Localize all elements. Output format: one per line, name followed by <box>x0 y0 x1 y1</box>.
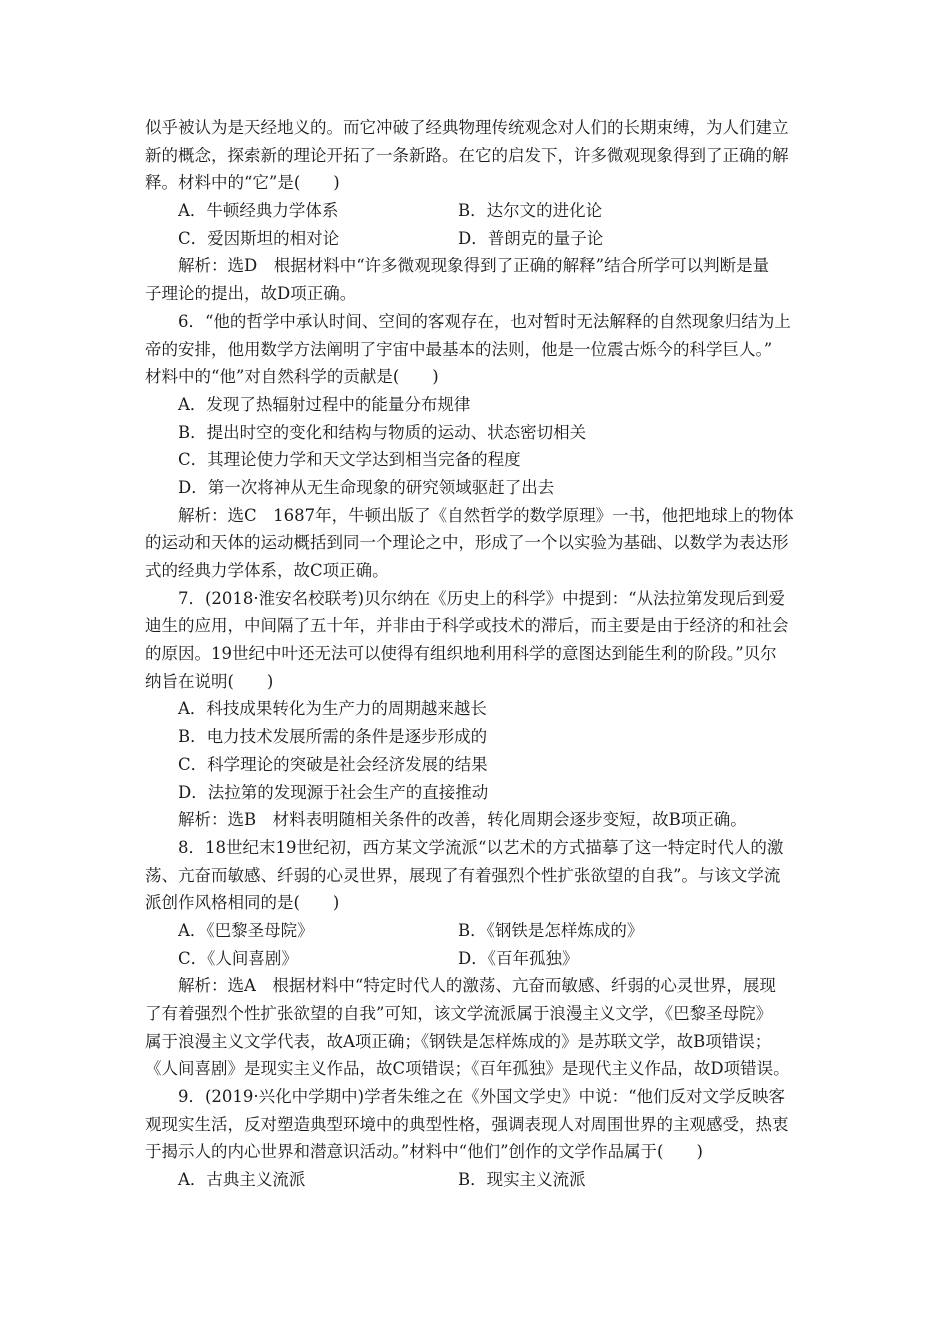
q8-stem-line-3: 派创作风格相同的是( ) <box>145 893 340 913</box>
q8-stem-line-2: 荡、亢奋而敏感、纤弱的心灵世界，展现了有着强烈个性扩张欲望的自我”。与该文学流 <box>145 865 781 885</box>
q6-analysis-line-2: 的运动和天体的运动概括到同一个理论之中，形成了一个以实验为基础、以数学为表达形 <box>145 533 789 553</box>
q6-analysis-line-3: 式的经典力学体系，故C项正确。 <box>145 561 389 580</box>
q7-analysis-line-1: 解析：选B 材料表明随相关条件的改善，转化周期会逐步变短，故B项正确。 <box>178 810 747 830</box>
q9-stem-line-1: 9．(2019·兴化中学期中)学者朱维之在《外国文学史》中说：“他们反对文学反映客 <box>178 1087 786 1107</box>
q7-option-a: A．科技成果转化为生产力的周期越来越长 <box>178 699 487 719</box>
q9-option-a: A．古典主义流派 <box>178 1170 306 1190</box>
q7-stem-line-1: 7．(2018·淮安名校联考)贝尔纳在《历史上的科学》中提到：“从法拉第发现后到爱 <box>178 588 786 608</box>
q5-analysis-line-1: 解析：选D 根据材料中“许多微观现象得到了正确的解释”结合所学可以判断是量 <box>178 256 770 276</box>
q6-analysis-line-1: 解析：选C 1687年，牛顿出版了《自然哲学的数学原理》一书，他把地球上的物体 <box>178 505 794 525</box>
q7-option-c: C．科学理论的突破是社会经济发展的结果 <box>178 754 488 774</box>
q8-option-a: A．《巴黎圣母院》 <box>178 920 314 940</box>
q9-options-row-1 <box>145 1166 810 1194</box>
q5-stem-line-2: 新的概念，探索新的理论开拓了一条新路。在它的启发下，许多微观现象得到了正确的解 <box>145 145 789 165</box>
q8-options-row-1 <box>145 917 810 945</box>
q7-stem-line-2: 迪生的应用，中间隔了五十年，并非由于科学或技术的滞后，而主要是由于经济的和社会 <box>145 616 789 636</box>
q5-option-a: A．牛顿经典力学体系 <box>178 201 339 221</box>
q8-stem-line-1: 8．18世纪末19世纪初，西方某文学流派“以艺术的方式描摹了这一特定时代人的激 <box>178 837 784 857</box>
q5-options-row-2 <box>145 225 810 253</box>
q5-stem-line-3: 释。材料中的“它”是( ) <box>145 173 340 193</box>
q9-stem-line-3: 于揭示人的内心世界和潜意识活动。”材料中“他们”创作的文学作品属于( ) <box>145 1142 703 1162</box>
q6-stem-line-2: 帝的安排，他用数学方法阐明了宇宙中最基本的法则，他是一位震古烁今的科学巨人。” <box>145 339 773 359</box>
q5-option-c: C．爱因斯坦的相对论 <box>178 228 340 248</box>
q6-option-c: C．其理论使力学和天文学达到相当完备的程度 <box>178 450 521 470</box>
q8-analysis-line-1: 解析：选A 根据材料中“特定时代人的激荡、亢奋而敏感、纤弱的心灵世界，展现 <box>178 976 776 996</box>
q7-option-d: D．法拉第的发现源于社会生产的直接推动 <box>178 782 489 802</box>
q9-stem-line-2: 观现实生活，反对塑造典型环境中的典型性格，强调表现人对周围世界的主观感受，热衷 <box>145 1114 789 1134</box>
q6-option-b: B．提出时空的变化和结构与物质的运动、状态密切相关 <box>178 422 587 442</box>
q8-analysis-line-3: 属于浪漫主义文学代表，故A项正确；《钢铁是怎样炼成的》是苏联文学，故B项错误； <box>145 1031 772 1051</box>
q8-analysis-line-2: 了有着强烈个性扩张欲望的自我”可知，该文学流派属于浪漫主义文学，《巴黎圣母院》 <box>145 1004 773 1023</box>
q5-analysis-line-2: 子理论的提出，故D项正确。 <box>145 284 357 304</box>
q7-option-b: B．电力技术发展所需的条件是逐步形成的 <box>178 727 488 747</box>
q8-option-d: D．《百年孤独》 <box>458 948 579 968</box>
q6-option-d: D．第一次将神从无生命现象的研究领域驱赶了出去 <box>178 477 555 497</box>
document-content <box>145 114 810 1194</box>
q5-option-d: D．普朗克的量子论 <box>458 228 604 248</box>
q6-option-a: A．发现了热辐射过程中的能量分布规律 <box>178 394 471 414</box>
q5-option-b: B．达尔文的进化论 <box>458 201 603 221</box>
q8-option-c: C．《人间喜剧》 <box>178 948 298 968</box>
q5-stem-line-1: 似乎被认为是天经地义的。而它冲破了经典物理传统观念对人们的长期束缚，为人们建立 <box>145 118 789 137</box>
q6-stem-line-1: 6．“他的哲学中承认时间、空间的客观存在，也对暂时无法解释的自然现象归结为上 <box>178 311 791 331</box>
q9-option-b: B．现实主义流派 <box>458 1170 586 1190</box>
q7-stem-line-4: 纳旨在说明( ) <box>145 671 274 691</box>
q8-options-row-2 <box>145 945 810 973</box>
q5-options-row-1 <box>145 197 810 225</box>
q8-option-b: B．《钢铁是怎样炼成的》 <box>458 920 644 940</box>
q6-stem-line-3: 材料中的“他”对自然科学的贡献是( ) <box>145 367 439 387</box>
q7-stem-line-3: 的原因。19世纪中叶还无法可以使得有组织地利用科学的意图达到能生利的阶段。”贝尔 <box>145 644 777 664</box>
q8-analysis-line-4: 《人间喜剧》是现实主义作品，故C项错误；《百年孤独》是现代主义作品，故D项错误。 <box>145 1059 790 1079</box>
